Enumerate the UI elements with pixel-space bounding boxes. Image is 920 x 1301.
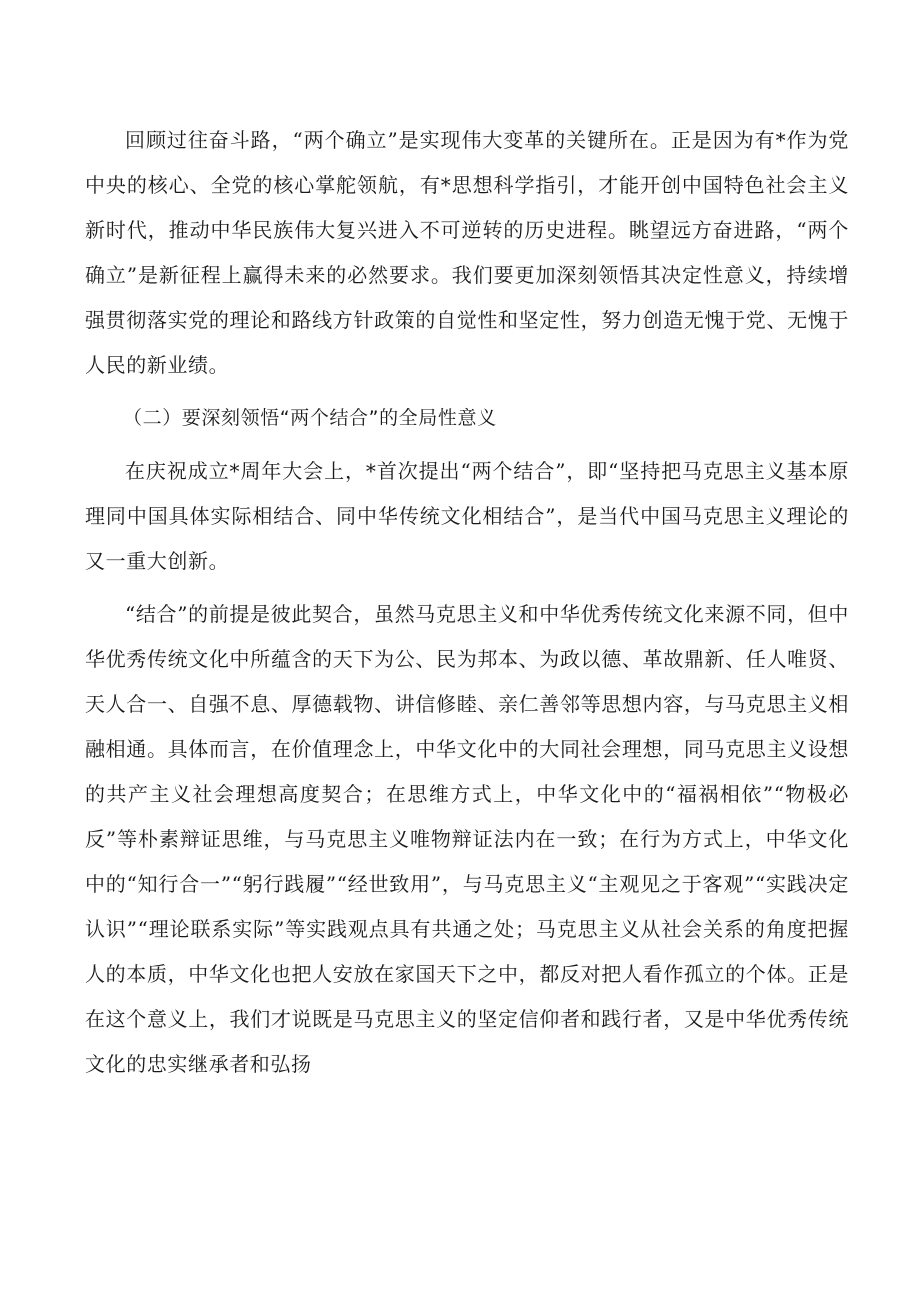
section-heading-two-combinations: （二）要深刻领悟“两个结合”的全局性意义 bbox=[123, 407, 497, 429]
paragraph-combination-premise: “结合”的前提是彼此契合，虽然马克思主义和中华优秀传统文化来源不同，但中华优秀传统文化中所蕴含的天下为公、民为邦本、为政以德、革故鼎新、任人唯贤、天人合一、自强不息、厚德载物、讲信修睦、亲仁善邻等思想内容，与马克思主义相融相通。具体而言，在价值理念上，中华文化中的大同社会理想，同马克思主义设想的共产主义社会理想高度契合；在思维方式上，中华文化中的“福祸相依”“物极必反”等朴素辩证思维，与马克思主义唯物辩证法内在一致；在行为方式上，中华文化中的“知行合一”“躬行践履”“经世致用”，与马克思主义“主观见之于客观”“实践决定认识”“理论联系实际”等实践观点具有共通之处；马克思主义从社会关系的角度把握人的本质，中华文化也把人安放在家国天下之中，都反对把人看作孤立的个体。正是在这个意义上，我们才说既是马克思主义的坚定信仰者和践行者，又是中华优秀传统文化的忠实继承者和弘扬 bbox=[85, 602, 849, 1076]
paragraph-anniversary-speech: 在庆祝成立*周年大会上，*首次提出“两个结合”，即“坚持把马克思主义基本原理同中国具体实际相结合、同中华传统文化相结合”，是当代中国马克思主义理论的又一重大创新。 bbox=[85, 459, 849, 573]
paragraph-review-two-establishments: 回顾过往奋斗路，“两个确立”是实现伟大变革的关键所在。正是因为有*作为党中央的核心、全党的核心掌舵领航，有*思想科学指引，才能开创中国特色社会主义新时代，推动中华民族伟大复兴进入不可逆转的历史进程。眺望远方奋进路，“两个确立”是新征程上赢得未来的必然要求。我们要更加深刻领悟其决定性意义，持续增强贯彻落实党的理论和路线方针政策的自觉性和坚定性，努力创造无愧于党、无愧于人民的新业绩。 bbox=[85, 128, 849, 377]
document-body bbox=[85, 118, 849, 1095]
